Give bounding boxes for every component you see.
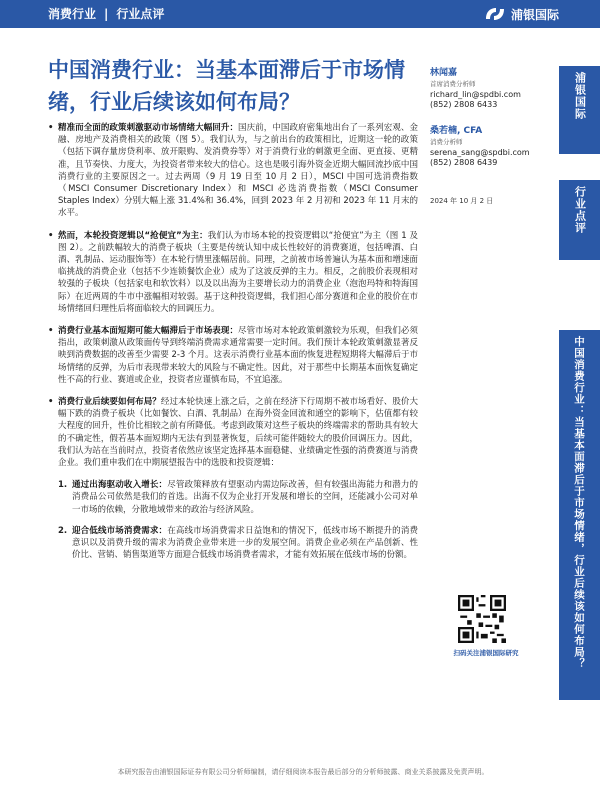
industry-tag: 消费行业 <box>48 7 97 21</box>
analyst-block-2 <box>430 126 548 169</box>
top-banner <box>0 0 600 28</box>
analyst-role: 消费分析师 <box>430 138 463 146</box>
qr-caption: 扫码关注浦银国际研究 <box>453 649 519 657</box>
summary-paragraph: • 消费行业基本面短期可能大幅滞后于市场表现：尽管市场对本轮政策刺激较为乐观，但我们必须指出，政策刺激从政策面传导到终端消费需求通常需要一定时间。我们预计本轮政策刺激显著反映到消费数据的改善至少需要 2-3 个月。这表示消费行业基本面的恢复进程短期将大幅滞后于市场情绪的反弹，为后市表现带来较大的风险与不确定性。因此，对于那些中长期基本面恢复确定性不高的行业、赛道或企业，投资者应谨慎布局，不宜追涨。 <box>48 325 418 386</box>
company-logo <box>483 5 559 23</box>
summary-paragraph: • 消费行业后续要如何布局？经过本轮快速上涨之后，之前在经济下行周期不被市场看好、股价大幅下跌的消费子板块（比如餐饮、白酒、乳制品）在海外资金回流和通空的影响下，估值都有较大程度的回升，性价比相较之前有所降低。考虑到政策对这些子板块的终端需求的帮助具有较大的不确定性，假若基本面短期内无法有到显著恢复，后续可能伴随较大的股价回调压力。因此，我们认为站在当前时点，投资者依然应该坚定选择基本面稳健、业绩确定性强的消费赛道与消费企业。我们重申我们在中期展望报告中的选股和投资逻辑： <box>48 396 418 469</box>
analyst-phone: (852) 2808 6433 <box>430 100 498 109</box>
qr-code-icon <box>458 595 506 643</box>
analyst-phone: (852) 2808 6439 <box>430 158 498 167</box>
analyst-name: 林闻嘉 <box>430 68 458 78</box>
tag-separator: | <box>104 7 109 21</box>
analyst-block-1 <box>430 68 548 111</box>
analyst-email[interactable]: richard_lin@spdbi.com <box>430 89 521 99</box>
summary-paragraph: • 然而，本轮投资逻辑以“抢便宜”为主：我们认为市场本轮的投资逻辑以“抢便宜”为主（图 1 及图 2）。之前跌幅较大的消费子板块（主要是传统认知中成长性较好的消费赛道，包括啤酒、白酒、乳制品、运动服饰等）在本轮行情里涨幅居前。同理，之前被市场普遍认为基本面和增速面临挑战的消费企业（包括不少连锁餐饮企业）成为了这波反弹的主力。相反，之前股价表现相对较强的子板块（包括家电和软饮料）以及以出海为主要增长动力的消费企业（泡泡玛特和特海国际）在近两周的牛市中涨幅相对较弱。基于这种投资逻辑，我们担心部分赛道和企业的股价在市场情绪回归理性后将面临较大的回调压力。 <box>48 230 418 315</box>
strategy-item: 2. 迎合低线市场消费需求：在高线市场消费需求日益饱和的情况下，低线市场不断提升的消费意识以及消费升级的需求为消费企业带来进一步的发展空间。消费企业必须在产品创新、性价比、营销、销售渠道等方面迎合低线市场消费者需求，才能有效拓展在低线市场的份额。 <box>58 525 418 561</box>
sidebar-brand: 浦银国际 <box>559 66 600 154</box>
sidebar-report-type: 行业点评 <box>559 180 600 260</box>
strategy-item: 1. 通过出海驱动收入增长：尽管政策释放有望驱动内需边际改善，但有较强出海能力和潜力的消费品公司依然是我们的首选。出海不仅为企业打开发展和增长的空间，还能减小公司对单一市场的依赖，分散地域带来的政治与经济风险。 <box>58 480 418 515</box>
logo-icon <box>483 5 507 23</box>
analyst-name: 桑若楠, CFA <box>430 126 483 136</box>
report-category <box>48 0 164 28</box>
analyst-email[interactable]: serena_sang@spdbi.com <box>430 147 530 157</box>
report-type-tag: 行业点评 <box>116 7 165 21</box>
sidebar-topic: 中国消费行业：当基本面滞后于市场情绪，行业后续该如何布局？ <box>559 330 600 700</box>
summary-paragraph: • 精准而全面的政策刺激驱动市场情绪大幅回升：国庆前，中国政府密集地出台了一系列宏观、金融、房地产及消费相关的政策（图 5）。我们认为，与之前出台的政策相比，近期这一轮的政策（包括下调存量房贷利率、放开限购、发消费券等）对于消费行业的刺激更全面、更直接、更精准，且节奏快、力度大，为投资者带来较大的信心。这也是吸引海外资金近期大幅回流抄底中国消费行业的主要原因之一。过去两周（9 月 19 日至 10 月 2 日），MSCI 中国可选消费指数（MSCI Consumer Discretionary Index）和 MSCI 必选消费指数（MSCI Consumer Staples Index）分别大幅上涨 31.4%和 36.4%，回到 2023 年 2 月初和 2023 年 11 月末的水平。 <box>48 122 418 220</box>
logo-text: 浦银国际 <box>511 7 560 22</box>
analyst-role: 首席消费分析师 <box>430 80 476 88</box>
report-date: 2024 年 10 月 2 日 <box>430 197 494 205</box>
report-body <box>48 122 418 571</box>
disclaimer-footer: 本研究报告由浦银国际证券有限公司分析师编制，请仔细阅读本报告最后部分的分析师披露、商业关系披露及免责声明。 <box>117 768 489 776</box>
report-title: 中国消费行业：当基本面滞后于市场情绪，行业后续该如何布局？ <box>48 58 405 114</box>
